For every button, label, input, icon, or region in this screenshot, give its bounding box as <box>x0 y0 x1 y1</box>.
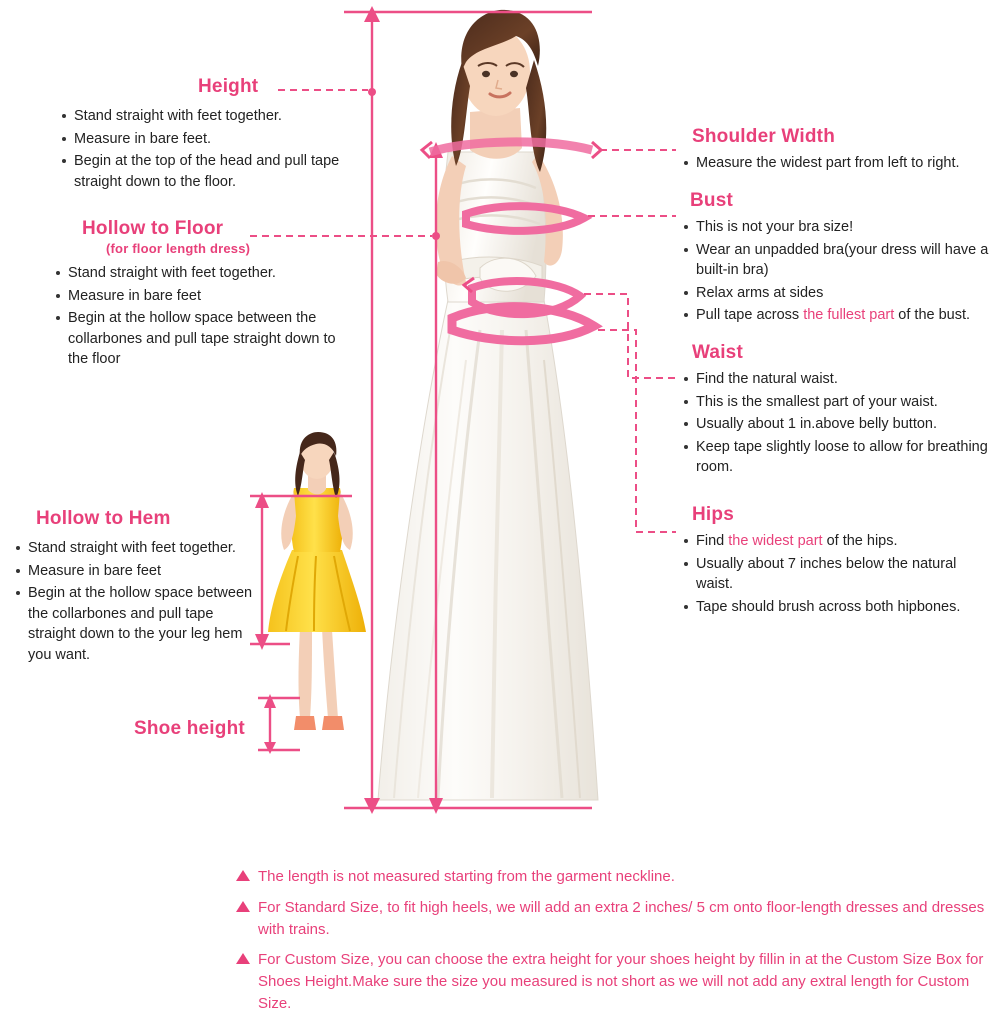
hips-bullets <box>682 531 992 617</box>
list-item: Begin at the top of the head and pull tape straight down to the floor. <box>60 151 360 192</box>
list-item: Stand straight with feet together. <box>14 538 254 559</box>
hollow-to-floor-subheading: (for floor length dress) <box>106 241 251 256</box>
list-item-bust-fullest: Pull tape across the fullest part of the bust. <box>682 305 998 326</box>
list-item: This is not your bra size! <box>682 217 998 238</box>
list-item: Begin at the hollow space between the collarbones and pull tape straight down to the your leg hem you want. <box>14 583 254 665</box>
waist-bullets <box>682 369 992 478</box>
shoulder-width-bullets <box>682 153 998 174</box>
list-item: Wear an unpadded bra(your dress will have a built-in bra) <box>682 240 998 281</box>
list-item: This is the smallest part of your waist. <box>682 392 992 413</box>
height-bullets <box>60 106 360 192</box>
shoe-height-section <box>134 718 245 740</box>
list-item: Measure in bare feet <box>14 561 254 582</box>
hips-section <box>692 504 992 619</box>
list-item: Measure the widest part from left to right. <box>682 153 998 174</box>
shoe-height-heading: Shoe height <box>134 718 245 739</box>
list-item: Usually about 7 inches below the natural waist. <box>682 554 992 595</box>
hollow-to-floor-section <box>44 218 354 372</box>
list-item: Measure in bare feet <box>54 286 354 307</box>
hollow-to-hem-section <box>14 508 254 667</box>
list-item: Stand straight with feet together. <box>60 106 360 127</box>
hips-heading: Hips <box>692 504 734 525</box>
waist-section <box>692 342 992 480</box>
list-item-hips-widest: Find the widest part of the hips. <box>682 531 992 552</box>
footer-note: For Custom Size, you can choose the extra height for your shoes height by fillin in at the Custom Size Box for Shoes Height.Make sure the size you measured is not short as we will not add any extral length for Custom Size. <box>236 949 996 1014</box>
bust-heading: Bust <box>690 190 734 211</box>
shoulder-width-heading: Shoulder Width <box>692 126 835 147</box>
hips-highlight: the widest part <box>728 533 823 549</box>
height-heading: Height <box>198 76 259 97</box>
waist-heading: Waist <box>692 342 743 363</box>
footer-note: For Standard Size, to fit high heels, we will add an extra 2 inches/ 5 cm onto floor-length dresses and dresses with trains. <box>236 897 996 941</box>
list-item: Find the natural waist. <box>682 369 992 390</box>
hollow-to-hem-heading: Hollow to Hem <box>36 508 171 529</box>
bust-highlight: the fullest part <box>803 307 895 324</box>
footer-notes <box>236 866 996 1024</box>
height-section <box>60 76 360 194</box>
list-item: Usually about 1 in.above belly button. <box>682 414 992 435</box>
list-item: Stand straight with feet together. <box>54 263 354 284</box>
bust-bullets <box>682 217 998 326</box>
footer-note: The length is not measured starting from the garment neckline. <box>236 866 996 888</box>
hollow-to-floor-heading: Hollow to Floor <box>82 218 224 239</box>
list-item: Relax arms at sides <box>682 283 998 304</box>
hollow-to-floor-bullets <box>54 263 354 370</box>
list-item: Keep tape slightly loose to allow for breathing room. <box>682 437 992 478</box>
list-item: Begin at the hollow space between the collarbones and pull tape straight down to the floor <box>54 308 354 370</box>
bust-section <box>690 190 998 328</box>
list-item: Tape should brush across both hipbones. <box>682 597 992 618</box>
list-item: Measure in bare feet. <box>60 129 360 150</box>
hollow-to-hem-bullets <box>14 538 254 665</box>
shoulder-width-section <box>692 126 998 176</box>
